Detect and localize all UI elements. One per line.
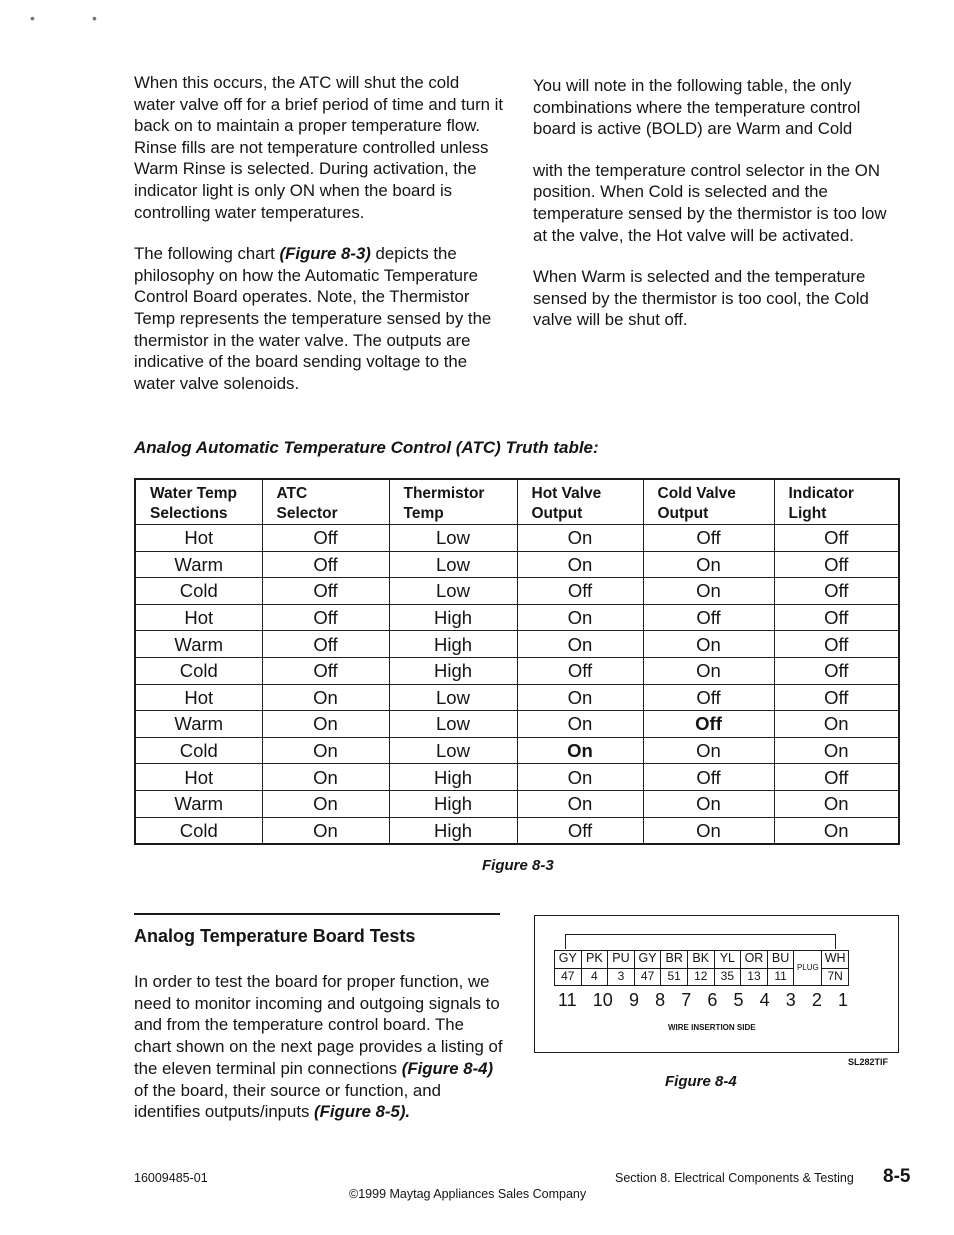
- image-tag: SL282TIF: [848, 1057, 889, 1067]
- table-cell: Off: [262, 657, 389, 684]
- pin-number: 10: [592, 990, 613, 1010]
- table-cell: High: [389, 817, 517, 844]
- table-cell: Hot: [135, 764, 262, 791]
- pin: BU 11: [768, 951, 795, 985]
- table-cell: On: [517, 551, 643, 578]
- text-run: The following chart: [134, 244, 280, 264]
- table-cell: On: [643, 737, 774, 764]
- connector-bracket: [565, 934, 836, 949]
- column-header: Hot Valve Output: [517, 479, 643, 525]
- table-cell: Off: [774, 604, 899, 631]
- text-run: of the board, their source or function, and identifies outputs/inputs: [134, 1080, 441, 1122]
- table-cell: On: [262, 817, 389, 844]
- table-header-row: [135, 479, 899, 525]
- table-cell: On: [643, 631, 774, 658]
- table-cell: Low: [389, 551, 517, 578]
- wire-insertion-label: WIRE INSERTION SIDE: [668, 1023, 756, 1032]
- table-cell: Cold: [135, 817, 262, 844]
- table-cell: Warm: [135, 631, 262, 658]
- pin: OR 13: [741, 951, 768, 985]
- table-cell: On: [262, 711, 389, 738]
- table-cell: Hot: [135, 604, 262, 631]
- pin-number: 6: [707, 990, 718, 1010]
- table-cell: Off: [774, 551, 899, 578]
- table-cell: Low: [389, 684, 517, 711]
- figure-caption: Figure 8-3: [482, 857, 554, 874]
- table-cell: Off: [774, 631, 899, 658]
- plug-key: PLUG: [794, 951, 822, 985]
- pin: WH 7N: [822, 951, 848, 985]
- copyright: ©1999 Maytag Appliances Sales Company: [349, 1187, 587, 1201]
- table-cell: On: [262, 737, 389, 764]
- table-cell: Cold: [135, 657, 262, 684]
- table-cell: Off: [643, 764, 774, 791]
- table-row: [135, 551, 899, 578]
- pin-number: 8: [655, 990, 666, 1010]
- table-cell: Off: [774, 764, 899, 791]
- table-cell: High: [389, 604, 517, 631]
- table-cell: Off: [262, 604, 389, 631]
- pin: GY 47: [555, 951, 582, 985]
- table-cell: Off: [262, 631, 389, 658]
- pin: BK 12: [688, 951, 715, 985]
- column-header: Indicator Light: [774, 479, 899, 525]
- table-cell: Low: [389, 737, 517, 764]
- column-header: Thermistor Temp: [389, 479, 517, 525]
- table-cell: Hot: [135, 684, 262, 711]
- table-row: [135, 525, 899, 552]
- table-cell: On: [517, 525, 643, 552]
- pin-numbers: [558, 990, 848, 1011]
- body-paragraph: [134, 971, 504, 1123]
- table-cell: On: [643, 578, 774, 605]
- body-paragraph: When Warm is selected and the temperature sensed by the thermistor is too cool, the Cold valve will be shut off.: [533, 267, 869, 330]
- table-cell: Low: [389, 525, 517, 552]
- section-footer: Section 8. Electrical Components & Testing: [615, 1171, 854, 1185]
- table-cell: On: [262, 764, 389, 791]
- text-run: In order to test the board for proper function, we need to monitor incoming and outgoing signals to and from the temperature control board. The chart shown on the next page provides a listing of the eleven terminal pin connections: [134, 972, 503, 1078]
- table-cell: Warm: [135, 711, 262, 738]
- table-row: [135, 631, 899, 658]
- pin: PK 4: [582, 951, 609, 985]
- left-column: [134, 72, 504, 394]
- page-number: 8-5: [883, 1166, 911, 1187]
- table-cell: On: [262, 684, 389, 711]
- pin-number: 4: [759, 990, 770, 1010]
- table-row: [135, 604, 899, 631]
- connector-pins: [554, 950, 849, 986]
- table-cell: On: [643, 817, 774, 844]
- table-row: [135, 790, 899, 817]
- table-cell: On: [517, 764, 643, 791]
- pin: PU 3: [608, 951, 635, 985]
- table-cell: Off: [774, 525, 899, 552]
- table-cell: Cold: [135, 578, 262, 605]
- figure-reference: (Figure 8-3): [279, 244, 371, 264]
- scan-mark: •: [30, 10, 35, 26]
- section-rule: [134, 913, 500, 915]
- section-heading: Analog Temperature Board Tests: [134, 926, 416, 946]
- table-row: [135, 578, 899, 605]
- pin-number: 2: [811, 990, 822, 1010]
- truth-table: [134, 478, 900, 845]
- body-paragraph: When this occurs, the ATC will shut the cold water valve off for a brief period of time and turn it back on to maintain a proper temperature flow. Rinse fills are not temperature controlled unless Warm Rinse is selected. During activation, the indicator light is only ON when the board is controlling water temperatures.: [134, 73, 504, 222]
- table-cell: Off: [774, 657, 899, 684]
- table-cell: Off: [262, 551, 389, 578]
- figure-reference: (Figure 8-5).: [314, 1102, 411, 1122]
- column-header: ATC Selector: [262, 479, 389, 525]
- table-cell: On: [643, 551, 774, 578]
- pin-number: 3: [785, 990, 796, 1010]
- table-row: [135, 657, 899, 684]
- table-cell: Warm: [135, 551, 262, 578]
- doc-number: 16009485-01: [134, 1171, 208, 1185]
- table-cell: Off: [517, 578, 643, 605]
- table-cell: Off: [517, 817, 643, 844]
- table-cell: High: [389, 631, 517, 658]
- pin-number: 9: [628, 990, 639, 1010]
- table-cell: Off: [643, 684, 774, 711]
- body-paragraph: with the temperature control selector in the ON position. When Cold is selected and the temperature sensed by the thermistor is too low at the valve, the Hot valve will be activated.: [533, 160, 887, 245]
- table-row: [135, 817, 899, 844]
- table-cell: On: [774, 737, 899, 764]
- table-cell: On: [517, 631, 643, 658]
- table-cell: Hot: [135, 525, 262, 552]
- table-cell: On: [517, 711, 643, 738]
- table-cell: Off: [643, 604, 774, 631]
- table-cell: Off: [517, 657, 643, 684]
- table-cell-bold: On: [517, 737, 643, 764]
- body-paragraph: [134, 243, 504, 394]
- column-header: Water Temp Selections: [135, 479, 262, 525]
- table-cell: On: [774, 790, 899, 817]
- table-cell: On: [262, 790, 389, 817]
- table-cell: Warm: [135, 790, 262, 817]
- pin: BR 51: [661, 951, 688, 985]
- table-row: [135, 737, 899, 764]
- pin-number: 1: [837, 990, 848, 1010]
- text-run: depicts the philosophy on how the Automatic Temperature Control Board operates. Note, the Thermistor Temp represents the temperature sensed by the thermistor in the water valve. The outputs are indicative of the board sending voltage to the water valve solenoids.: [134, 244, 492, 393]
- table-cell: On: [774, 817, 899, 844]
- table-cell: On: [774, 711, 899, 738]
- table-cell: On: [517, 790, 643, 817]
- right-column: [533, 75, 899, 331]
- body-paragraph: You will note in the following table, the only combinations where the temperature control board is active (BOLD) are Warm and Cold: [533, 76, 861, 139]
- table-cell: Cold: [135, 737, 262, 764]
- table-cell: Off: [774, 578, 899, 605]
- table-cell: Off: [262, 525, 389, 552]
- column-header: Cold Valve Output: [643, 479, 774, 525]
- table-cell: High: [389, 790, 517, 817]
- table-cell: Low: [389, 711, 517, 738]
- table-cell: Off: [643, 525, 774, 552]
- pin: YL 35: [715, 951, 742, 985]
- table-row: [135, 764, 899, 791]
- table-row: [135, 684, 899, 711]
- table-cell: Off: [774, 684, 899, 711]
- figure-caption: Figure 8-4: [665, 1073, 737, 1090]
- pin: GY 47: [635, 951, 662, 985]
- pin-number: 11: [558, 990, 577, 1010]
- table-cell: Low: [389, 578, 517, 605]
- figure-reference: (Figure 8-4): [401, 1058, 494, 1078]
- table-cell: On: [643, 790, 774, 817]
- table-cell: On: [517, 684, 643, 711]
- scan-mark: •: [92, 10, 97, 26]
- table-cell: Off: [262, 578, 389, 605]
- pin-number: 7: [681, 990, 692, 1010]
- table-cell-bold: Off: [643, 711, 774, 738]
- table-cell: On: [517, 604, 643, 631]
- table-row: [135, 711, 899, 738]
- pin-number: 5: [733, 990, 744, 1010]
- table-title: Analog Automatic Temperature Control (ATC) Truth table:: [134, 438, 599, 457]
- table-cell: High: [389, 764, 517, 791]
- table-cell: On: [643, 657, 774, 684]
- table-cell: High: [389, 657, 517, 684]
